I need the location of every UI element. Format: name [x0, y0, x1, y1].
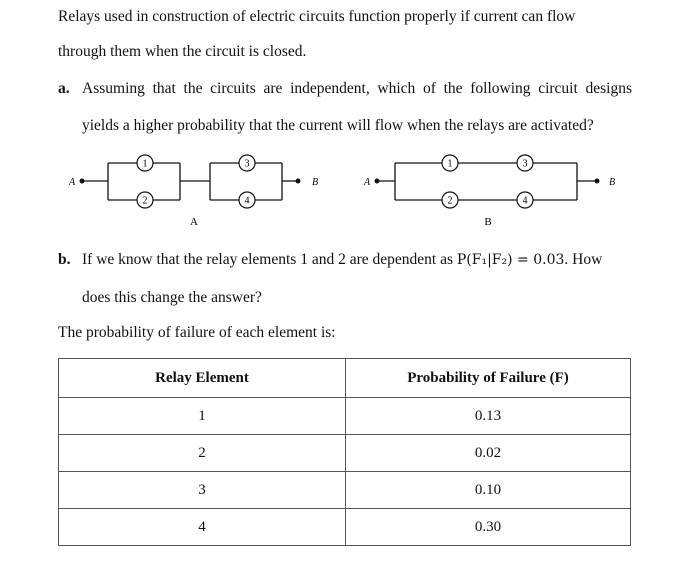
failure-probability-cell: 0.30: [346, 509, 631, 546]
svg-text:1: 1: [142, 158, 148, 170]
failure-probability-table: [58, 358, 631, 546]
relay-3: [517, 155, 533, 171]
failure-probability-cell: 0.13: [346, 398, 631, 435]
relay-element-cell: 3: [59, 472, 346, 509]
relay-2: [137, 192, 153, 208]
svg-text:2: 2: [142, 195, 148, 207]
svg-text:3: 3: [244, 158, 250, 170]
failure-probability-cell: 0.10: [346, 472, 631, 509]
failure-intro: The probability of failure of each element is:: [58, 324, 336, 341]
part-a-label: a.: [58, 80, 70, 97]
part-b-line-2: does this change the answer?: [82, 289, 262, 306]
relay-1: [442, 155, 458, 171]
svg-text:2: 2: [447, 195, 453, 207]
relay-3: [239, 155, 255, 171]
part-b-line-1: [82, 251, 602, 269]
relay-4: [517, 192, 533, 208]
svg-text:4: 4: [244, 195, 250, 207]
circuit-a-start-label: A: [69, 177, 76, 188]
relay-element-cell: 1: [59, 398, 346, 435]
circuit-b-caption: B: [484, 216, 492, 228]
svg-text:4: 4: [522, 195, 528, 207]
circuit-a-end-label: B: [312, 177, 319, 188]
node-a-dot: [80, 179, 85, 184]
conditional-probability: P(F₁|F₂) = 0.03: [456, 252, 565, 268]
header-probability: Probability of Failure (F): [346, 359, 631, 398]
node-b-dot: [296, 179, 301, 184]
relay-element-cell: 4: [59, 509, 346, 546]
circuit-diagram-b: [355, 150, 625, 230]
table-row: [59, 398, 631, 435]
relay-2: [442, 192, 458, 208]
table-row: [59, 472, 631, 509]
circuit-b-end-label: B: [609, 177, 616, 188]
circuit-a-caption: A: [190, 216, 198, 228]
failure-probability-cell: 0.02: [346, 435, 631, 472]
relay-4: [239, 192, 255, 208]
header-relay-element: Relay Element: [59, 359, 346, 398]
part-a-line-1: Assuming that the circuits are independent, which of the following circuit designs: [82, 80, 632, 97]
node-b-dot: [595, 179, 600, 184]
circuit-diagram-a: [60, 150, 330, 230]
svg-text:1: 1: [447, 158, 453, 170]
node-a-dot: [375, 179, 380, 184]
part-b-line-1-text: If we know that the relay elements 1 and 2 are dependent as: [82, 251, 457, 268]
relay-1: [137, 155, 153, 171]
table-header-row: [59, 359, 631, 398]
part-b-line-1-end: . How: [564, 251, 603, 268]
part-a-line-2: yields a higher probability that the current will flow when the relays are activated?: [82, 117, 594, 134]
svg-text:3: 3: [522, 158, 528, 170]
table-row: [59, 435, 631, 472]
part-b-label: b.: [58, 251, 71, 268]
intro-line-2: through them when the circuit is closed.: [58, 43, 307, 60]
relay-element-cell: 2: [59, 435, 346, 472]
circuit-b-start-label: A: [364, 177, 371, 188]
table-row: [59, 509, 631, 546]
intro-line-1: Relays used in construction of electric circuits function properly if current can flow: [58, 8, 576, 25]
